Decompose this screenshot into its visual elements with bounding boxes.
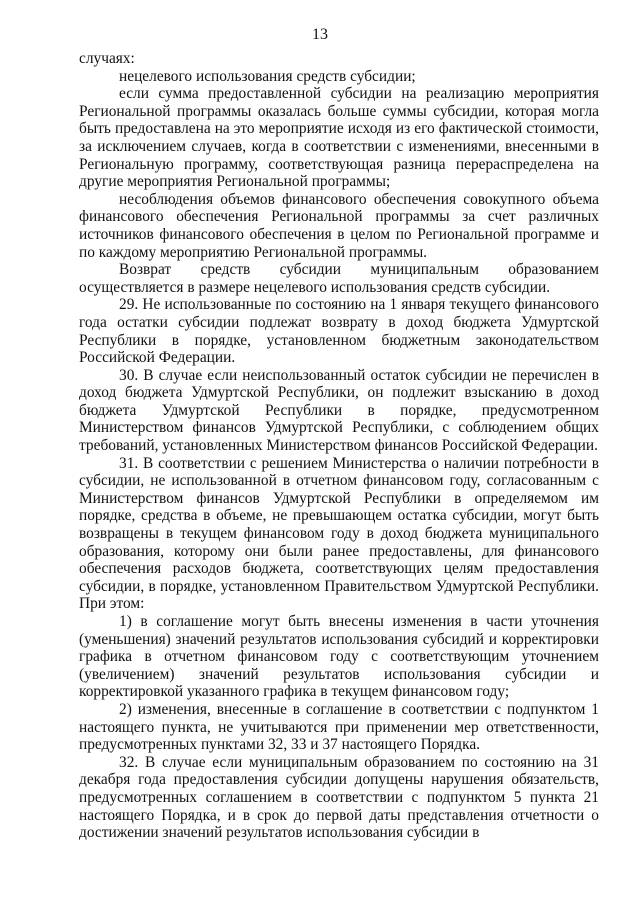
- paragraph-refund: Возврат средств субсидии муниципальным образованием осуществляется в размере нецелевого использования средств субсидии.: [79, 261, 599, 296]
- paragraph-clause-31-item-1: 1) в соглашение могут быть внесены изменения в части уточнения (уменьшения) значений результатов использования субсидий и корректировки графика в отчетном финансовом году с соответствующим уточнением (увеличением) значений результатов использования субсидии и корректировкой указанного графика в текущем финансовом году;: [79, 613, 599, 701]
- paragraph-clause-31-item-2: 2) изменения, внесенные в соглашение в соответствии с подпунктом 1 настоящего пункта, не учитываются при применении мер ответственности, предусмотренных пунктами 32, 33 и 37 настоящего Порядка.: [79, 700, 599, 754]
- paragraph-clause-31: 31. В соответствии с решением Министерства о наличии потребности в субсидии, не использованной в отчетном финансовом году, согласованным с Министерством финансов Удмуртской Республики в определяемом им порядке, средства в объеме, не превышающем остатка субсидии, могут быть возвращены в текущем финансовом году в доход бюджета муниципального образования, которому они были ранее предоставлены, для финансового обеспечения расходов бюджета, соответствующих целям предоставления субсидии, в порядке, установленном Правительством Удмуртской Республики. При этом:: [79, 454, 599, 613]
- paragraph-clause-32: 32. В случае если муниципальным образованием по состоянию на 31 декабря года предоставления субсидии допущены нарушения обязательств, предусмотренных соглашением в соответствии с подпунктом 5 пункта 21 настоящего Порядка, и в срок до первой даты представления отчетности о достижении значений результатов использования субсидии в: [79, 753, 599, 842]
- paragraph-noncompliance: несоблюдения объемов финансового обеспечения совокупного объема финансового обеспечения Региональной программы за счет различных источников финансового обеспечения в целом по Региональной программе и по каждому мероприятию Региональной программы.: [79, 190, 599, 261]
- document-body: [79, 50, 599, 842]
- paragraph-cases-intro: случаях:: [79, 50, 135, 67]
- paragraph-clause-30: 30. В случае если неиспользованный остаток субсидии не перечислен в доход бюджета Удмуртской Республики, он подлежит взысканию в доход бюджета Удмуртской Республики в порядке, предусмотренном Министерством финансов Удмуртской Республики, с соблюдением общих требований, установленных Министерством финансов Российской Федерации.: [79, 366, 599, 455]
- paragraph-misuse: нецелевого использования средств субсидии;: [119, 67, 416, 85]
- page-number: 13: [312, 26, 328, 43]
- paragraph-excess-amount: если сумма предоставленной субсидии на реализацию мероприятия Региональной программы оказалась больше суммы субсидии, которая могла быть предоставлена на это мероприятие исходя из его фактической стоимости, за исключением случаев, когда в соответствии с изменениями, внесенными в Региональную программу, соответствующая разница перераспределена на другие мероприятия Региональной программы;: [79, 85, 599, 191]
- paragraph-clause-29: 29. Не использованные по состоянию на 1 января текущего финансового года остатки субсидии подлежат возврату в доход бюджета Удмуртской Республики в порядке, установленном бюджетным законодательством Российской Федерации.: [79, 296, 599, 367]
